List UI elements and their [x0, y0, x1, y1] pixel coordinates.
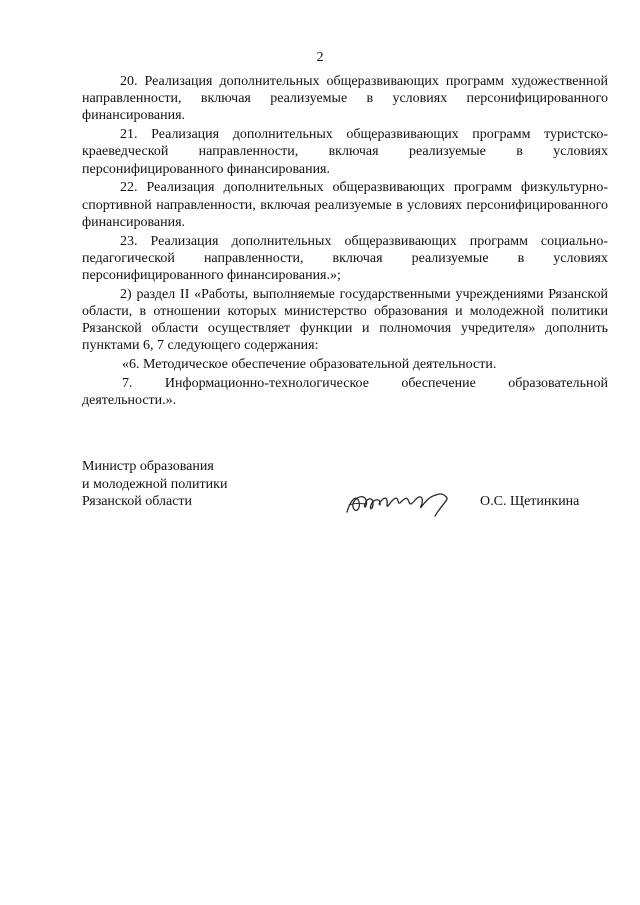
signature-block	[82, 458, 608, 528]
list-item: 23. Реализация дополнительных общеразвивающих программ социально-педагогической направленности, включая реализуемые в условиях персонифицированного финансирования.»;	[82, 233, 608, 284]
signer-title-line: Министр образования	[82, 459, 214, 474]
document-body	[82, 73, 608, 411]
list-item: «6. Методическое обеспечение образовательной деятельности.	[122, 357, 497, 373]
list-item: 21. Реализация дополнительных общеразвивающих программ туристско-краеведческой направленности, включая реализуемые в условиях персонифицированного финансирования.	[82, 127, 608, 177]
handwritten-signature	[339, 474, 459, 524]
section-amendment: 2) раздел II «Работы, выполняемые государственными учреждениями Рязанской области, в отношении которых министерство образования и молодежной политики Рязанской области осуществляет функции и полномочия учредителя» дополнить пунктами 6, 7 следующего содержания:	[82, 286, 608, 354]
signer-name: О.С. Щетинкина	[480, 494, 580, 509]
list-item: 20. Реализация дополнительных общеразвивающих программ художественной направленности, включая реализуемые в условиях персонифицированного финансирования.	[82, 74, 608, 124]
list-item: 22. Реализация дополнительных общеразвивающих программ физкультурно-спортивной направленности, включая реализуемые в условиях персонифицированного финансирования.	[82, 180, 608, 230]
list-item: 7. Информационно-технологическое обеспечение образовательной деятельности.».	[82, 376, 608, 409]
signer-title-line: и молодежной политики	[82, 476, 228, 492]
signer-title-line: Рязанской области	[82, 494, 193, 509]
signer-title	[82, 458, 227, 511]
page-number: 2	[316, 50, 324, 65]
